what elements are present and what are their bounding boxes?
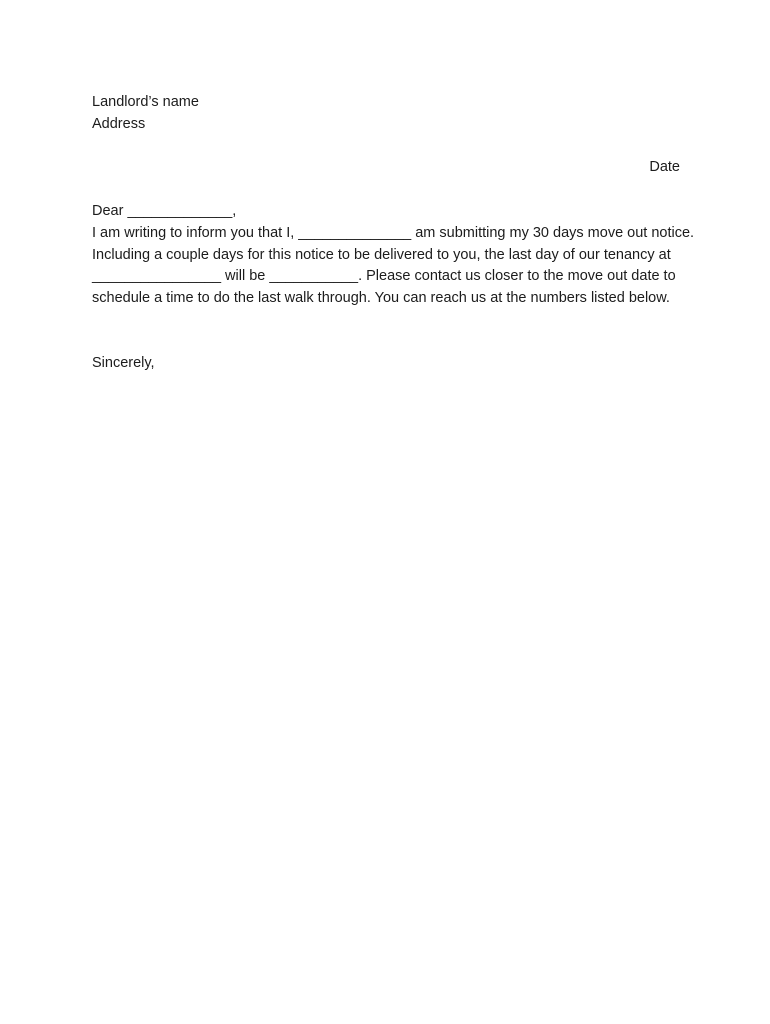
- closing-block: [92, 353, 680, 375]
- sender-block: [92, 92, 680, 136]
- body-line: ________________ will be ___________. Please contact us closer to the move out date to: [92, 268, 676, 285]
- closing-line: Sincerely,: [92, 355, 155, 371]
- landlord-name-line: Landlord’s name: [92, 94, 199, 110]
- salutation-line: Dear _____________,: [92, 203, 237, 219]
- date-row: [92, 157, 680, 179]
- body-line: schedule a time to do the last walk through. You can reach us at the numbers listed below.: [92, 290, 670, 307]
- date-label: Date: [649, 159, 680, 175]
- body-line: I am writing to inform you that I, ______________ am submitting my 30 days move out notice.: [92, 224, 695, 241]
- letter-body: [92, 201, 695, 310]
- body-line: Including a couple days for this notice to be delivered to you, the last day of our tenancy at: [92, 246, 671, 263]
- landlord-address-line: Address: [92, 115, 146, 132]
